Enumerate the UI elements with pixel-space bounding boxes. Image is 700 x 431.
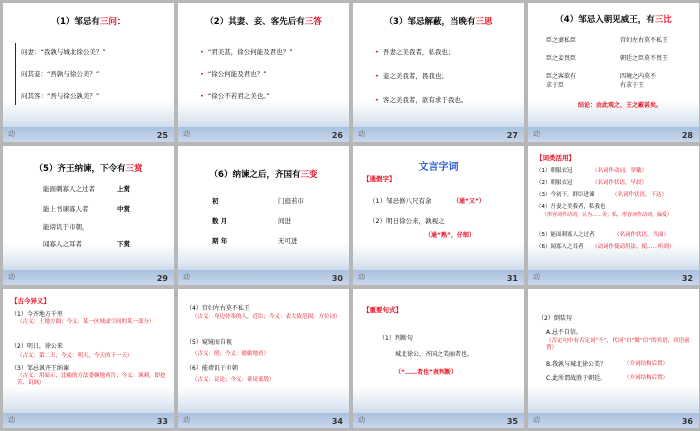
example-line: （2）明日徐公来，孰视之 (369, 217, 445, 225)
text-line: 能上书谏寡人者 (43, 205, 89, 213)
slide-number: 35 (506, 417, 518, 426)
example-line: 城北徐公，齐国之美丽者也。 (395, 351, 474, 358)
item-text: （4）吾妻之美我者，私我也 (536, 204, 606, 210)
slide-title: （2）其妻、妾、客先后有三答 (205, 17, 322, 27)
left-item: 臣之妾畏臣 (546, 55, 577, 62)
slide-number: 34 (331, 417, 343, 426)
slide-36[interactable] (528, 289, 699, 428)
item-text: （3）今初下，群臣进谏 (536, 192, 595, 198)
note-text: （介词结构后置） (624, 361, 669, 367)
note-text: （动词作使动用法，使……听到） (592, 244, 675, 250)
slide-28[interactable] (528, 3, 699, 142)
note-text: （通“熟”，仔细） (425, 232, 475, 239)
text-line: 问其妾：“吾孰与徐公美？” (21, 70, 100, 78)
slide-title: （5）齐王纳谏，下令有三赏 (34, 164, 143, 174)
action-icon: 动 (183, 273, 190, 281)
item-text: （4）宫妇左右莫不私王 (186, 305, 250, 312)
note-text: （“……者也”表判断） (395, 369, 457, 376)
reward-label: 中赏 (117, 205, 130, 213)
item-text: C.此所谓战胜于朝廷。 (546, 375, 607, 382)
text-line: 问其客：“吾与徐公孰美？” (21, 92, 100, 100)
left-item: 臣之妻私臣 (546, 37, 577, 44)
action-icon: 动 (8, 130, 15, 138)
slide-number: 31 (506, 274, 518, 283)
period-label: 数 月 (212, 217, 228, 225)
item-text: （6）能谤讥于市朝 (186, 365, 238, 372)
period-label: 初 (212, 197, 219, 205)
note-text: （介词结构后置） (624, 375, 669, 381)
example-line: （1）邹忌修八尺有余 (369, 197, 432, 205)
text-line: 能谤讥于市朝， (43, 223, 89, 231)
right-item: 朝廷之臣莫不畏王 (620, 55, 669, 62)
note-text: （古义：身边侍奉的人，近臣；今义：表大致范围，方位词） (192, 314, 341, 320)
action-icon: 动 (183, 130, 190, 138)
slide-25[interactable] (3, 3, 174, 142)
section-tag: 【重要句式】 (363, 306, 402, 314)
slide-number: 30 (331, 274, 343, 283)
slide-number: 32 (681, 274, 693, 283)
slide-26[interactable] (178, 3, 349, 142)
slide-number: 27 (506, 131, 518, 140)
change-text: 无可进 (278, 237, 298, 245)
item-text: （2）倒装句 (538, 315, 572, 322)
section-tag: 【词类活用】 (536, 154, 575, 162)
bullet-item: • “君美甚，徐公何能及君也？” (200, 47, 293, 56)
slide-number: 28 (681, 131, 693, 140)
action-icon: 动 (183, 416, 190, 424)
slide-34[interactable] (178, 289, 349, 428)
slide-number: 36 (681, 417, 693, 426)
action-icon: 动 (8, 273, 15, 281)
period-label: 期 年 (212, 237, 228, 245)
change-text: 门庭若市 (278, 197, 304, 205)
item-text: （1）今齐地方千里 (11, 311, 63, 318)
slide-31[interactable] (353, 146, 524, 285)
bullet-item: • 妾之美我者，畏我也； (375, 71, 448, 80)
slide-title: （3）邹忌解蔽，当晚有三思 (384, 17, 493, 27)
action-icon: 动 (358, 130, 365, 138)
right-item: 宫妇左右莫不私王 (620, 37, 669, 44)
action-icon: 动 (533, 130, 540, 138)
divider-line (15, 43, 16, 105)
item-text: （6）闻寡人之耳者 (536, 244, 584, 250)
item-text: （1）朝服衣冠 (536, 168, 573, 174)
note-text: （古义：土地方圆；今义：某一区域或空间的某一部分） (17, 319, 155, 325)
conclusion-text: 结论：由此观之，王之蔽甚矣。 (578, 102, 663, 109)
slide-29[interactable] (3, 146, 174, 285)
note-text: （古义：照；今义：偷偷地看） (192, 351, 270, 357)
left-item: 求于臣 (546, 82, 565, 89)
slide-title: （4）邹忌入朝见威王，有三比 (555, 15, 672, 25)
item-text: （2）明日，徐公来 (11, 343, 63, 350)
action-icon: 动 (533, 416, 540, 424)
slide-title: （1）邹忌有三问： (51, 17, 126, 27)
item-text: （3）邹忌讽齐王纳谏 (11, 365, 69, 372)
item-text: A.忌不自信。 (546, 329, 582, 336)
slide-33[interactable] (3, 289, 174, 428)
bullet-item: • 吾妻之美我者，私我也； (375, 47, 454, 56)
action-icon: 动 (533, 273, 540, 281)
slide-27[interactable] (353, 3, 524, 142)
section-subtitle: （1）判断句 (379, 335, 413, 342)
slide-35[interactable] (353, 289, 524, 428)
text-line: 闻寡人之耳者 (43, 240, 82, 248)
item-text: （5）能面刺寡人之过者 (536, 232, 595, 238)
note-text: （名词作状语，下达） (612, 192, 668, 198)
note-text: （名词作状语，当面） (614, 232, 670, 238)
change-text: 间进 (278, 217, 291, 225)
section-tag: 【古今异义】 (11, 297, 50, 305)
note-text: （通“又”） (453, 198, 485, 205)
note-text: （否定句中有否定词“不”，代词“自”做“信”的宾语，宾语前置） (546, 338, 690, 351)
slide-number: 33 (156, 417, 168, 426)
action-icon: 动 (358, 416, 365, 424)
item-text: （5）窥镜而自视 (186, 339, 232, 346)
item-text: （2）朝服衣冠 (536, 180, 573, 186)
bullet-item: • 客之美我者，欲有求于我也。 (375, 95, 467, 104)
section-tag: 【通假字】 (363, 175, 396, 183)
note-text: （古义：用暗示、比喻的方法委婉地劝告；今义：讽刺，即挖苦、讥讽） (17, 373, 166, 386)
reward-label: 上赏 (117, 185, 130, 193)
note-text: （古义：第二天；今义：明天，今天的下一天） (17, 353, 133, 359)
slide-32[interactable] (528, 146, 699, 285)
note-text: （古义：议论；今义：诽谤诋毁） (192, 377, 275, 383)
right-item: 四境之内莫不 (620, 73, 657, 80)
text-line: 问妻：“我孰与城北徐公美？” (21, 48, 106, 56)
right-item: 有求于王 (620, 82, 645, 89)
note-text: （名词作动词，穿戴） (592, 168, 648, 174)
action-icon: 动 (358, 273, 365, 281)
text-line: 能面刺寡人之过者 (43, 185, 95, 193)
action-icon: 动 (8, 416, 15, 424)
slide-title: （6）纳谏之后，齐国有三变 (209, 170, 318, 180)
bullet-item: • “徐公不若君之美也。” (200, 91, 270, 100)
item-text: B.我孰与城北徐公美？ (546, 361, 607, 368)
left-item: 臣之客欲有 (546, 73, 577, 80)
note-text: （形容词作动词，认为……美；私，形容词作动词，偏爱） (542, 212, 673, 218)
slide-30[interactable] (178, 146, 349, 285)
slide-number: 26 (331, 131, 343, 140)
slide-number: 29 (156, 274, 168, 283)
note-text: （名词作状语，早晨） (592, 180, 648, 186)
reward-label: 下赏 (117, 240, 130, 248)
slide-number: 25 (156, 131, 168, 140)
slide-heading: 文言字词 (418, 162, 459, 173)
bullet-item: • “徐公何能及君也？” (200, 69, 267, 78)
